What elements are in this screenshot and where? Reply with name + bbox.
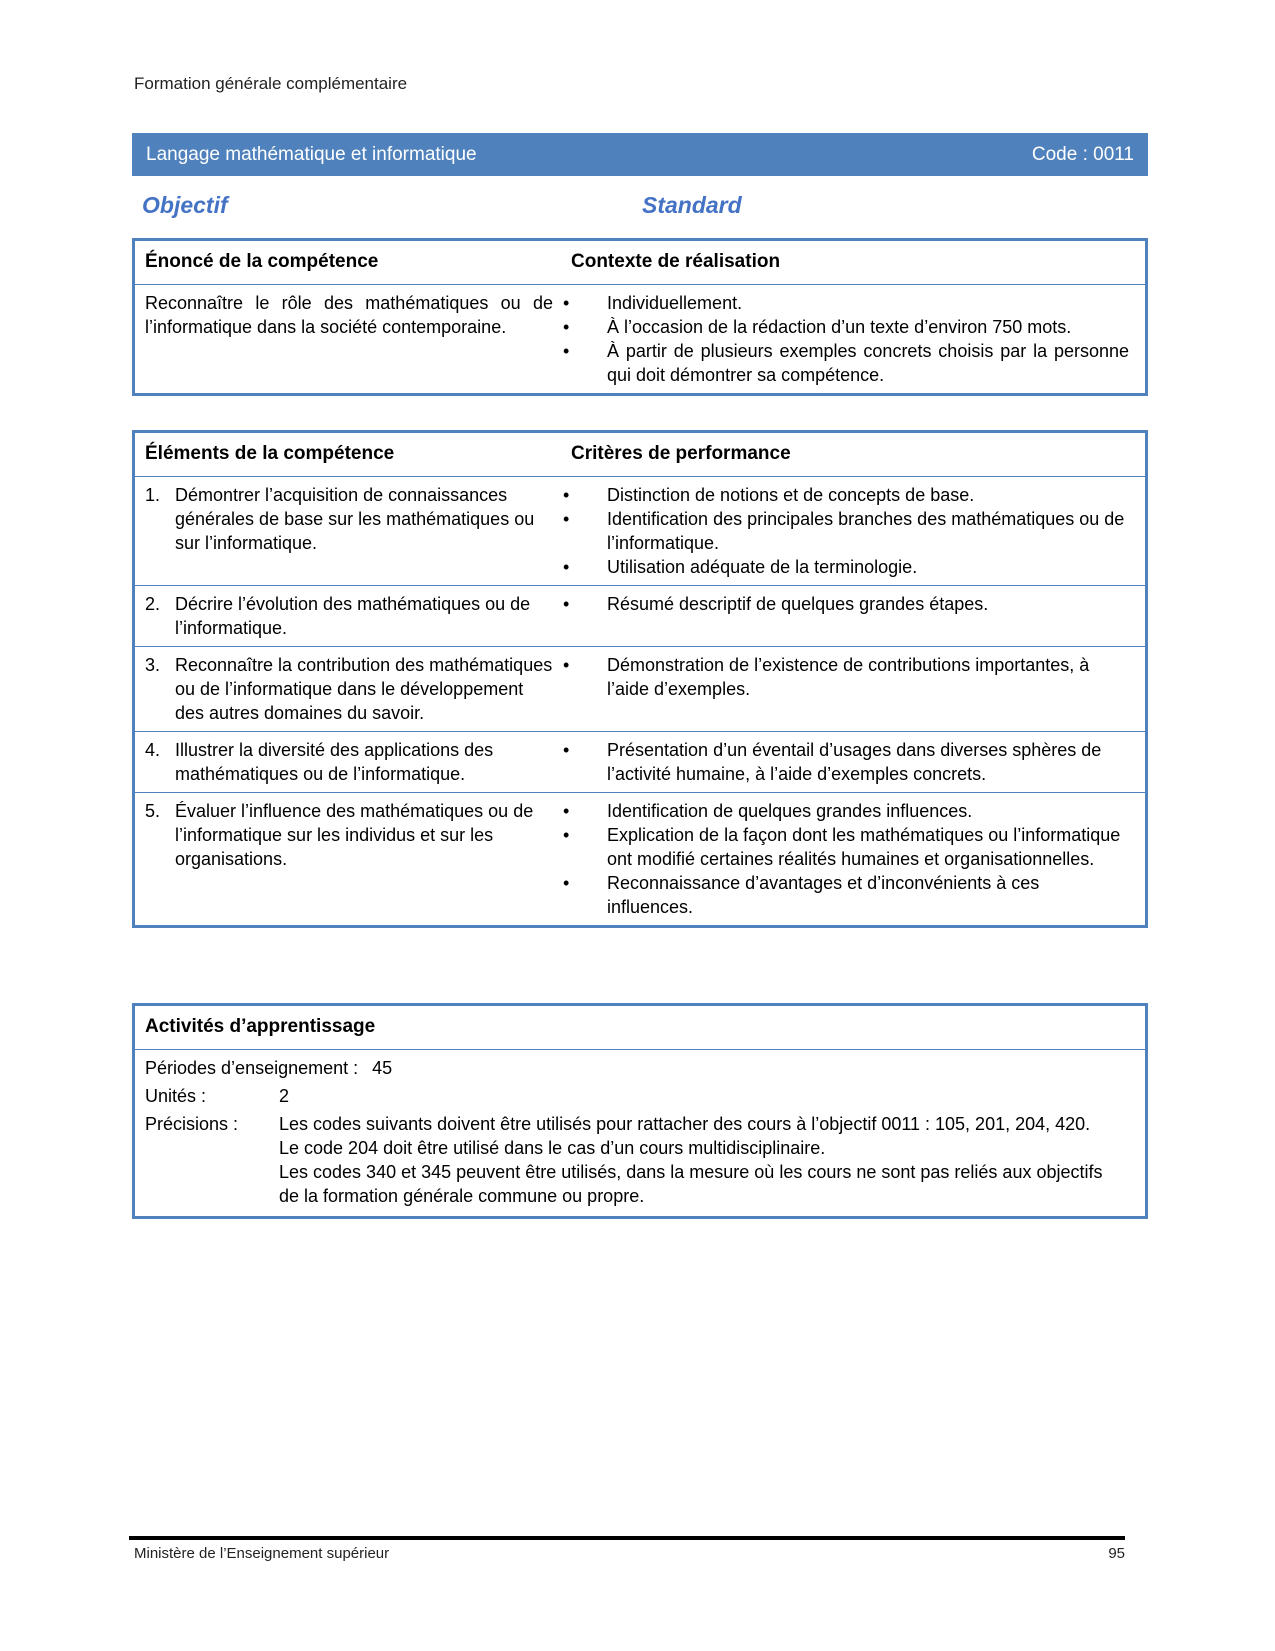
units-value: 2 bbox=[279, 1086, 290, 1106]
periods-label: Périodes d’enseignement : bbox=[145, 1058, 359, 1078]
criteria-list bbox=[561, 592, 1129, 616]
details-item: Les codes 340 et 345 peuvent être utilisés, dans la mesure où les cours ne sont pas reliés aux objectifs de la formation générale commune ou propre. bbox=[279, 1162, 1103, 1206]
bullet-icon: • bbox=[563, 873, 570, 893]
objective-label: Objectif bbox=[142, 192, 228, 218]
page-footer bbox=[134, 1545, 1125, 1562]
activities-heading: Activités d’apprentissage bbox=[145, 1016, 376, 1037]
element-number: 1. bbox=[145, 485, 161, 505]
details-item: Le code 204 doit être utilisé dans le cas d’un cours multidisciplinaire. bbox=[279, 1138, 826, 1158]
list-item: • À l’occasion de la rédaction d’un texte d’environ 750 mots. bbox=[563, 317, 1072, 337]
periods-value: 45 bbox=[372, 1058, 393, 1078]
details-item: Les codes suivants doivent être utilisés pour rattacher des cours à l’objectif 0011 : 105, 201, 204, 420. bbox=[279, 1114, 1091, 1134]
criteria-list bbox=[561, 653, 1129, 701]
table-row bbox=[135, 732, 1145, 793]
criteria-list bbox=[561, 483, 1129, 579]
list-item: • Démonstration de l’existence de contributions importantes, à l’aide d’exemples. bbox=[563, 655, 1090, 699]
element-text: Décrire l’évolution des mathématiques ou de l’informatique. bbox=[175, 594, 531, 638]
page-number: 95 bbox=[1108, 1545, 1125, 1562]
bullet-icon: • bbox=[563, 293, 570, 313]
list-item: • Identification de quelques grandes influences. bbox=[563, 801, 973, 821]
course-banner bbox=[132, 133, 1148, 176]
element-number: 4. bbox=[145, 740, 161, 760]
bullet-icon: • bbox=[563, 825, 570, 845]
bullet-icon: • bbox=[563, 341, 570, 361]
bullet-icon: • bbox=[563, 655, 570, 675]
element-number: 2. bbox=[145, 594, 161, 614]
table-row bbox=[135, 793, 1145, 925]
criteria-list bbox=[561, 738, 1129, 786]
details-list bbox=[279, 1112, 1125, 1208]
element-text: Évaluer l’influence des mathématiques ou de l’informatique sur les individus et sur les organisations. bbox=[175, 801, 534, 869]
details-label: Précisions : bbox=[145, 1114, 239, 1134]
context-list bbox=[561, 291, 1129, 387]
list-item: • Présentation d’un éventail d’usages dans diverses sphères de l’activité humaine, à l’aide d’exemples concrets. bbox=[563, 740, 1102, 784]
units-row bbox=[135, 1084, 1145, 1108]
list-item: • Distinction de notions et de concepts de base. bbox=[563, 485, 975, 505]
standard-label: Standard bbox=[642, 192, 742, 218]
course-title: Langage mathématique et informatique bbox=[146, 143, 477, 165]
element-number: 3. bbox=[145, 655, 161, 675]
criteria-list bbox=[561, 799, 1129, 919]
element-number: 5. bbox=[145, 801, 161, 821]
bullet-icon: • bbox=[563, 594, 570, 614]
bullet-icon: • bbox=[563, 801, 570, 821]
periods-row bbox=[135, 1056, 1145, 1080]
bullet-icon: • bbox=[563, 509, 570, 529]
details-row bbox=[135, 1112, 1145, 1208]
course-code: Code : 0011 bbox=[1031, 143, 1134, 165]
list-item: • Individuellement. bbox=[563, 293, 743, 313]
competence-row bbox=[135, 285, 1145, 393]
elements-heading: Éléments de la compétence bbox=[145, 443, 395, 464]
elements-table-header bbox=[135, 433, 1145, 477]
element-text: Reconnaître la contribution des mathématiques ou de l’informatique dans le développement des autres domaines du savoir. bbox=[175, 655, 553, 723]
bullet-icon: • bbox=[563, 557, 570, 577]
list-item: • À partir de plusieurs exemples concrets choisis par la personne qui doit démontrer sa compétence. bbox=[563, 341, 1129, 385]
bullet-icon: • bbox=[563, 740, 570, 760]
list-item: • Identification des principales branches des mathématiques ou de l’informatique. bbox=[563, 509, 1125, 553]
element-text: Démontrer l’acquisition de connaissances générales de base sur les mathématiques ou sur l’informatique. bbox=[175, 485, 535, 553]
list-item: • Reconnaissance d’avantages et d’inconvénients à ces influences. bbox=[563, 873, 1040, 917]
competence-table bbox=[132, 238, 1148, 396]
list-item: • Résumé descriptif de quelques grandes étapes. bbox=[563, 594, 989, 614]
bullet-icon: • bbox=[563, 485, 570, 505]
competence-table-header bbox=[135, 241, 1145, 285]
table-row bbox=[135, 586, 1145, 647]
footer-divider bbox=[129, 1536, 1125, 1540]
units-label: Unités : bbox=[145, 1086, 207, 1106]
list-item: • Explication de la façon dont les mathématiques ou l’informatique ont modifié certaines réalités humaines et organisationnelles. bbox=[563, 825, 1121, 869]
list-item: • Utilisation adéquate de la terminologie. bbox=[563, 557, 918, 577]
elements-table bbox=[132, 430, 1148, 928]
element-text: Illustrer la diversité des applications des mathématiques ou de l’informatique. bbox=[175, 740, 494, 784]
activities-table bbox=[132, 1003, 1148, 1219]
criteria-heading: Critères de performance bbox=[571, 443, 791, 464]
activities-table-header bbox=[135, 1006, 1145, 1050]
competence-statement-heading: Énoncé de la compétence bbox=[145, 251, 379, 272]
table-row bbox=[135, 477, 1145, 586]
footer-ministry: Ministère de l’Enseignement supérieur bbox=[134, 1545, 390, 1562]
context-heading: Contexte de réalisation bbox=[571, 251, 781, 272]
running-header: Formation générale complémentaire bbox=[134, 74, 408, 93]
bullet-icon: • bbox=[563, 317, 570, 337]
table-row bbox=[135, 647, 1145, 732]
competence-statement: Reconnaître le rôle des mathématiques ou de l’informatique dans la société contemporaine. bbox=[145, 293, 553, 337]
